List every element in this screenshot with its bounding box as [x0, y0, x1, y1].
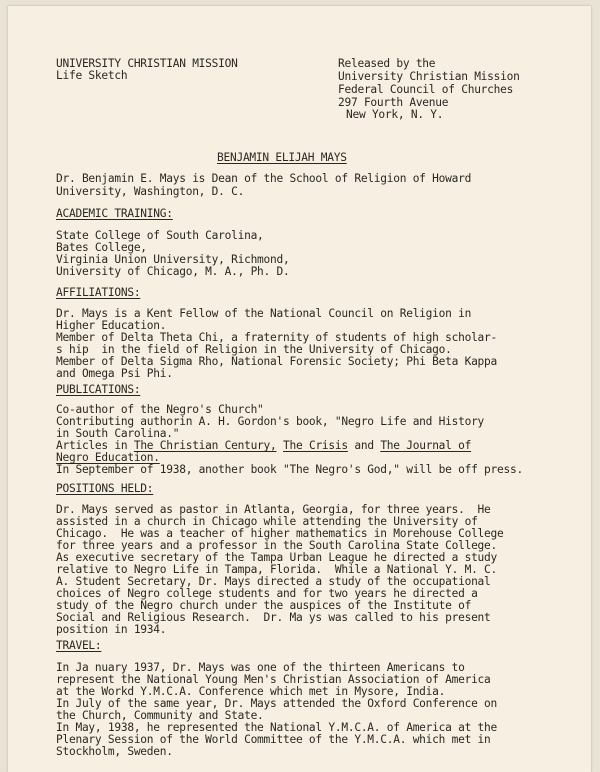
section-heading-travel: TRAVEL: [56, 639, 102, 652]
positions-line: A. Student Secretary, Dr. Mays directed a study of the occupational [56, 575, 491, 588]
publication-line: in South Carolina." [56, 427, 180, 440]
articles-prefix: Articles in [56, 439, 134, 452]
positions-line: Chicago. He was a teacher of higher mathematics in Morehouse College [56, 527, 504, 540]
travel-line: Stockholm, Sweden. [56, 745, 173, 758]
header-doc-type: Life Sketch [56, 69, 128, 82]
journal-negro-education-cont: Negro Education. [56, 451, 160, 464]
positions-line: study of the Negro church under the auspices of the Institute of [56, 599, 472, 612]
section-heading-positions: POSITIONS HELD: [56, 482, 154, 495]
positions-line: relative to Negro Life in Tampa, Florida. While a National Y. M. C. [56, 563, 498, 576]
header-org: UNIVERSITY CHRISTIAN MISSION [56, 57, 238, 70]
release-line-4: 297 Fourth Avenue [338, 96, 449, 109]
section-heading-affiliations: AFFILIATIONS: [56, 286, 141, 299]
release-line-1: Released by the [338, 57, 436, 70]
affiliation-line: s hip in the field of Religion in the University of Chicago. [56, 343, 452, 356]
journal-christian-century: The Christian Century, [133, 439, 277, 452]
publication-line: Co-author of the Negro's Church" [56, 403, 264, 416]
affiliation-line: and Omega Psi Phi. [56, 367, 173, 380]
positions-line: assisted in a church in Chicago while attending the University of [56, 515, 478, 528]
release-line-3: Federal Council of Churches [338, 83, 514, 96]
academic-line: Bates College, [56, 241, 147, 254]
publication-line: In September of 1938, another book "The Negro's God," will be off press. [56, 463, 523, 476]
travel-line: at the Workd Y.M.C.A. Conference which met in Mysore, India. [56, 685, 446, 698]
intro-line: Dr. Benjamin E. Mays is Dean of the School of Religion of Howard [56, 172, 472, 185]
academic-line: State College of South Carolina, [56, 229, 264, 242]
positions-line: As executive secretary of the Tampa Urban League he directed a study [56, 551, 498, 564]
travel-line: In July of the same year, Dr. Mays attended the Oxford Conference on [56, 697, 498, 710]
academic-line: University of Chicago, M. A., Ph. D. [56, 265, 290, 278]
affiliation-line: Member of Delta Sigma Rho, National Forensic Society; Phi Beta Kappa [56, 355, 498, 368]
release-line-5: New York, N. Y. [346, 108, 444, 121]
affiliation-line: Member of Delta Theta Chi, a fraternity of students of high scholar- [56, 331, 498, 344]
positions-line: position in 1934. [56, 623, 167, 636]
release-line-2: University Christian Mission [338, 70, 520, 83]
journal-crisis: The Crisis [283, 439, 348, 452]
travel-line: Plenary Session of the World Committee of the Y.M.C.A. which met in [56, 733, 491, 746]
page-title: BENJAMIN ELIJAH MAYS [217, 151, 347, 164]
affiliation-line: Dr. Mays is a Kent Fellow of the National Council on Religion in [56, 307, 472, 320]
positions-line: for three years and a professor in the South Carolina State College. [56, 539, 498, 552]
section-heading-publications: PUBLICATIONS: [56, 383, 141, 396]
intro-line: University, Washington, D. C. [56, 185, 245, 198]
travel-line: the Church, Community and State. [56, 709, 264, 722]
travel-line: In May, 1938, he represented the National Y.M.C.A. of America at the [56, 721, 498, 734]
affiliation-line: Higher Education. [56, 319, 167, 332]
travel-line: In Ja nuary 1937, Dr. Mays was one of the thirteen Americans to [56, 661, 465, 674]
positions-line: Dr. Mays served as pastor in Atlanta, Georgia, for three years. He [56, 503, 491, 516]
publication-line: Contributing authorin A. H. Gordon's book, "Negro Life and History [56, 415, 485, 428]
positions-line: Social and Religious Research. Dr. Ma ys was called to his present [56, 611, 491, 624]
articles-and: and [347, 439, 381, 452]
positions-line: choices of Negro college students and for two years he directed a [56, 587, 478, 600]
travel-line: represent the National Young Men's Christian Association of America [56, 673, 491, 686]
section-heading-academic: ACADEMIC TRAINING: [56, 207, 173, 220]
document-page [8, 6, 591, 772]
academic-line: Virginia Union University, Richmond, [56, 253, 290, 266]
journal-negro-education: The Journal of [380, 439, 472, 452]
